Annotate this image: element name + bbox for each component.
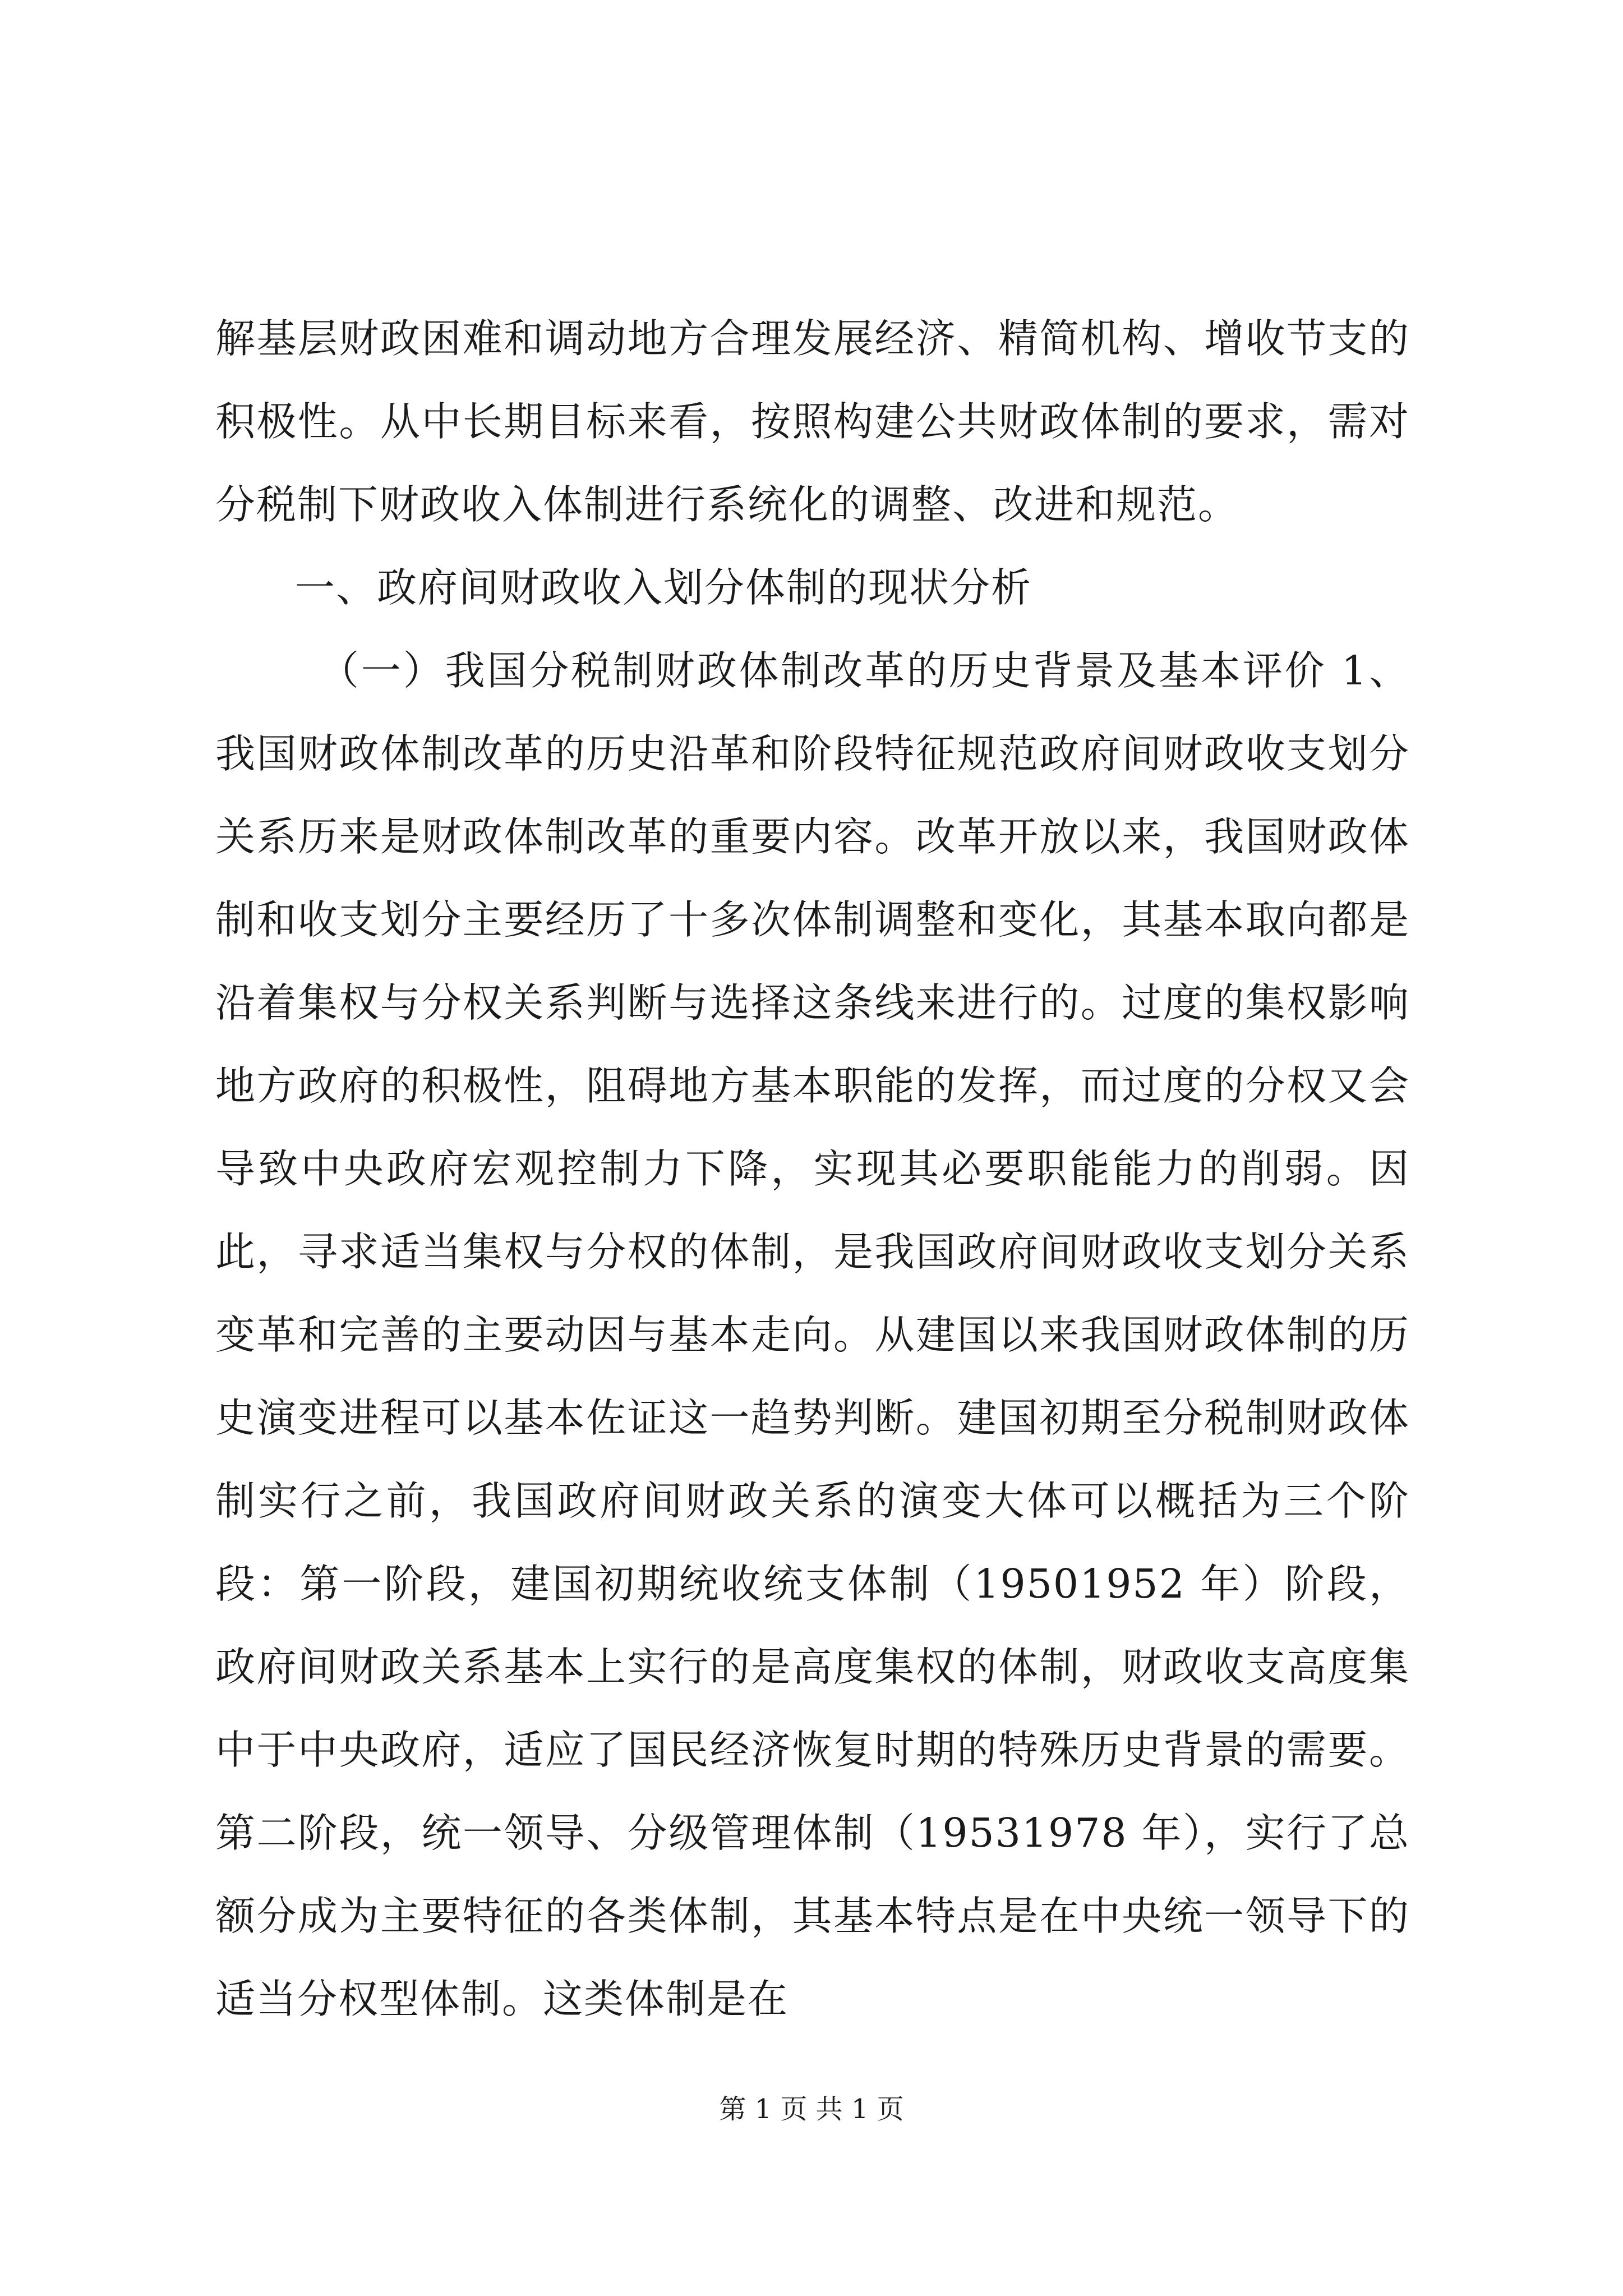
document-body — [215, 297, 1410, 2041]
section-heading: 一、政府间财政收入划分体制的现状分析 — [295, 564, 1032, 611]
paragraph-continuation: 解基层财政困难和调动地方合理发展经济、精简机构、增收节支的积极性。从中长期目标来看，按照构建公共财政体制的要求，需对分税制下财政收入体制进行系统化的调整、改进和规范。 — [215, 315, 1410, 528]
page-footer: 第 1 页 共 1 页 — [719, 2093, 904, 2125]
paragraph-body: （一）我国分税制财政体制改革的历史背景及基本评价 1、我国财政体制改革的历史沿革和阶段特征规范政府间财政收支划分关系历来是财政体制改革的重要内容。改革开放以来，我国财政体制和收支划分主要经历了十多次体制调整和变化，其基本取向都是沿着集权与分权关系判断与选择这条线来进行的。过度的集权影响地方政府的积极性，阻碍地方基本职能的发挥，而过度的分权又会导致中央政府宏观控制力下降，实现其必要职能能力的削弱。因此，寻求适当集权与分权的体制，是我国政府间财政收支划分关系变革和完善的主要动因与基本走向。从建国以来我国财政体制的历史演变进程可以基本佐证这一趋势判断。建国初期至分税制财政体制实行之前，我国政府间财政关系的演变大体可以概括为三个阶段：第一阶段，建国初期统收统支体制（19501952 年）阶段，政府间财政关系基本上实行的是高度集权的体制，财政收支高度集中于中央政府，适应了国民经济恢复时期的特殊历史背景的需要。第二阶段，统一领导、分级管理体制（19531978 年），实行了总额分成为主要特征的各类体制，其基本特点是在中央统一领导下的适当分权型体制。这类体制是在 — [215, 647, 1410, 2022]
